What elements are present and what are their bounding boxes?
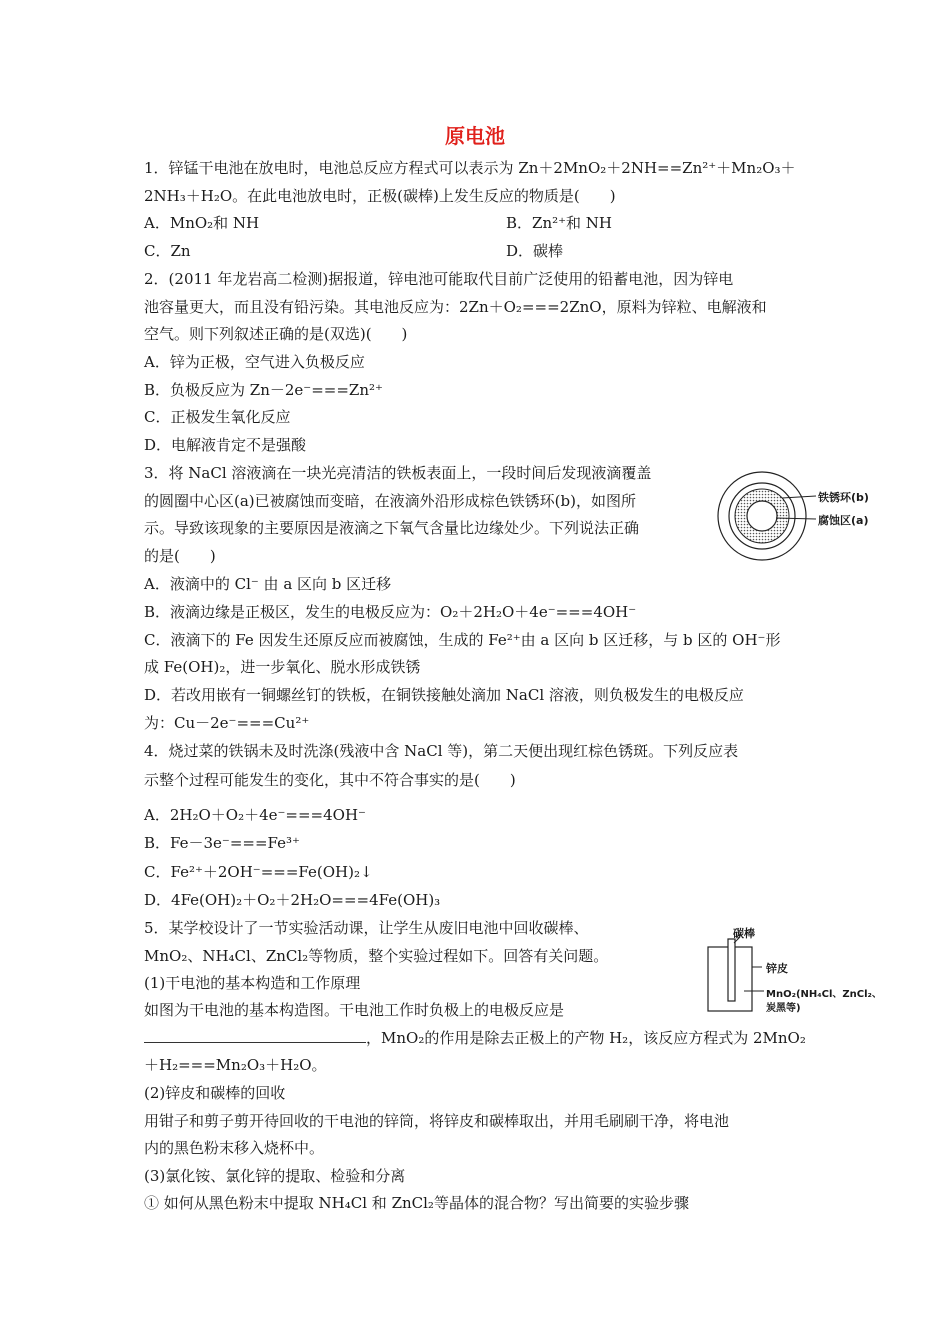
q3-stem-line3: 示。导致该现象的主要原因是液滴之下氧气含量比边缘处少。下列说法正确 [144,519,640,537]
q4-option-a: A．2H₂O＋O₂＋4e⁻===4OH⁻ [144,806,366,824]
label-zinc-skin: 锌皮 [766,962,788,975]
answer-blank[interactable] [144,1028,366,1043]
q2-stem-line1: 2．(2011 年龙岩高二检测)据报道，锌电池可能取代目前广泛使用的铅蓄电池，因为锌电 [144,270,734,288]
q3-option-c-line2: 成 Fe(OH)₂，进一步氧化、脱水形成铁锈 [144,658,421,676]
droplet-corrosion-figure [716,466,886,566]
q2-stem-line3: 空气。则下列叙述正确的是(双选)( ) [144,325,408,343]
q5-section-1: (1)干电池的基本构造和工作原理 [144,974,361,992]
corrosion-zone-a [747,501,777,531]
page-title: 原电池 [445,124,505,148]
label-mixture-2: 炭黑等) [766,1003,801,1014]
dry-cell-figure [700,925,900,1025]
q1-stem-line1: 1．锌锰干电池在放电时，电池总反应方程式可以表示为 Zn＋2MnO₂＋2NH==Zn²⁺＋Mn₂O₃＋ [144,159,796,177]
q5-section-2: (2)锌皮和碳棒的回收 [144,1084,286,1102]
q4-stem-line1: 4．烧过菜的铁锅未及时洗涤(残液中含 NaCl 等)，第二天便出现红棕色锈斑。下列反应表 [144,742,739,760]
q3-option-a: A．液滴中的 Cl⁻ 由 a 区向 b 区迁移 [144,575,392,593]
q2-option-c: C．正极发生氧化反应 [144,408,291,426]
q5-text-line5: ＋H₂===Mn₂O₃＋H₂O。 [144,1056,327,1074]
label-corrosion-zone: 腐蚀区(a) [818,514,869,527]
q3-option-d-line1: D．若改用嵌有一铜螺丝钉的铁板，在铜铁接触处滴加 NaCl 溶液，则负极发生的电极反应 [144,686,744,704]
q5-stem-line2: MnO₂、NH₄Cl、ZnCl₂等物质，整个实验过程如下。回答有关问题。 [144,947,609,965]
q2-option-a: A．锌为正极，空气进入负极反应 [144,353,365,371]
q2-option-d: D．电解液肯定不是强酸 [144,436,307,454]
q1-option-b: B．Zn²⁺和 NH [506,214,613,232]
carbon-rod [728,939,735,1001]
q1-option-c: C．Zn [144,242,191,260]
label-carbon-rod: 碳棒 [733,927,755,940]
q3-option-b: B．液滴边缘是正极区，发生的电极反应为：O₂＋2H₂O＋4e⁻===4OH⁻ [144,603,637,621]
q5-stem-line1: 5．某学校设计了一节实验活动课，让学生从废旧电池中回收碳棒、 [144,919,589,937]
label-mixture-1: MnO₂(NH₄Cl、ZnCl₂、 [766,989,882,1000]
q1-option-d: D．碳棒 [506,242,564,260]
q1-option-a: A．MnO₂和 NH [144,214,260,232]
q5-text-line4 [144,1028,806,1048]
q5-text-line7: 内的黑色粉末移入烧杯中。 [144,1139,325,1157]
q4-option-d: D．4Fe(OH)₂＋O₂＋2H₂O===4Fe(OH)₃ [144,891,441,909]
q2-option-b: B．负极反应为 Zn－2e⁻===Zn²⁺ [144,381,383,399]
q5-text-line6: 用钳子和剪子剪开待回收的干电池的锌筒，将锌皮和碳棒取出，并用毛刷刷干净，将电池 [144,1112,730,1130]
q2-stem-line2: 池容量更大，而且没有铅污染。其电池反应为：2Zn＋O₂===2ZnO，原料为锌粒、电解液和 [144,298,767,316]
q4-stem-line2: 示整个过程可能发生的变化，其中不符合事实的是( ) [144,771,516,789]
q3-option-d-line2: 为：Cu－2e⁻===Cu²⁺ [144,714,310,732]
q4-option-c: C．Fe²⁺＋2OH⁻===Fe(OH)₂↓ [144,863,373,881]
q1-stem-line2: 2NH₃＋H₂O。在此电池放电时，正极(碳棒)上发生反应的物质是( ) [144,187,616,205]
q5-text-line8: ① 如何从黑色粉末中提取 NH₄Cl 和 ZnCl₂等晶体的混合物？写出简要的实验步骤 [144,1194,689,1212]
q3-stem-line1: 3．将 NaCl 溶液滴在一块光亮清洁的铁板表面上，一段时间后发现液滴覆盖 [144,464,652,482]
q5-text-line4-rest: ，MnO₂的作用是除去正极上的产物 H₂，该反应方程式为 2MnO₂ [366,1029,806,1047]
q4-option-b: B．Fe－3e⁻===Fe³⁺ [144,834,300,852]
q5-text-line3: 如图为干电池的基本构造图。干电池工作时负极上的电极反应是 [144,1001,565,1019]
label-rust-ring: 铁锈环(b) [818,491,869,504]
q3-option-c-line1: C．液滴下的 Fe 因发生还原反应而被腐蚀，生成的 Fe²⁺由 a 区向 b 区迁移，与 b 区的 OH⁻形 [144,631,781,649]
q5-section-3: (3)氯化铵、氯化锌的提取、检验和分离 [144,1167,406,1185]
q3-stem-line2: 的圆圈中心区(a)已被腐蚀而变暗，在液滴外沿形成棕色铁锈环(b)，如图所 [144,492,636,510]
q3-stem-line4: 的是( ) [144,547,216,565]
